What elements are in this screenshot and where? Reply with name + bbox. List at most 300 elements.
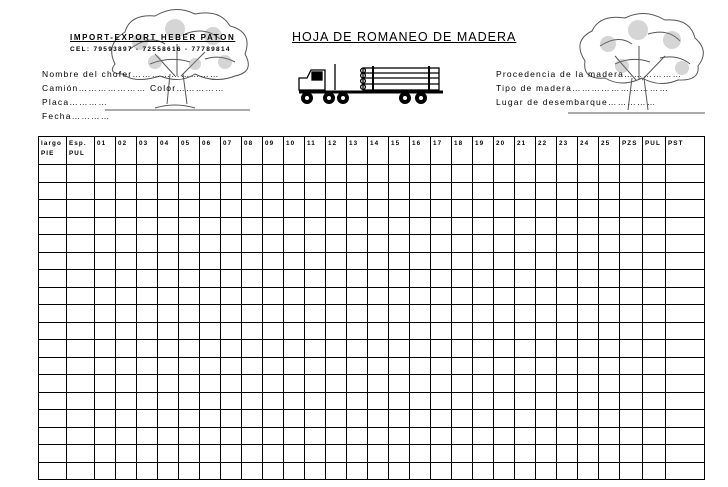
table-cell[interactable] — [557, 305, 578, 323]
table-cell[interactable] — [67, 427, 95, 445]
table-cell[interactable] — [284, 322, 305, 340]
table-cell[interactable] — [599, 445, 620, 463]
table-cell[interactable] — [158, 375, 179, 393]
table-cell[interactable] — [305, 410, 326, 428]
table-cell[interactable] — [116, 270, 137, 288]
table-cell[interactable] — [95, 305, 116, 323]
table-cell[interactable] — [578, 462, 599, 480]
table-cell[interactable] — [557, 165, 578, 183]
table-cell[interactable] — [137, 340, 158, 358]
table-cell[interactable] — [410, 287, 431, 305]
table-cell[interactable] — [368, 427, 389, 445]
table-cell[interactable] — [263, 235, 284, 253]
table-cell[interactable] — [666, 200, 705, 218]
table-cell[interactable] — [368, 235, 389, 253]
table-cell[interactable] — [452, 392, 473, 410]
table-cell[interactable] — [389, 200, 410, 218]
table-cell[interactable] — [666, 305, 705, 323]
table-cell[interactable] — [368, 165, 389, 183]
table-cell[interactable] — [305, 357, 326, 375]
table-cell[interactable] — [67, 305, 95, 323]
table-cell[interactable] — [137, 305, 158, 323]
table-cell[interactable] — [263, 445, 284, 463]
table-cell[interactable] — [599, 270, 620, 288]
table-cell[interactable] — [200, 340, 221, 358]
table-cell[interactable] — [95, 287, 116, 305]
table-cell[interactable] — [643, 182, 666, 200]
date-field[interactable]: Fecha………… — [42, 111, 111, 121]
table-cell[interactable] — [452, 305, 473, 323]
table-cell[interactable] — [242, 410, 263, 428]
truck-color-field[interactable]: Camión………………… Color…………… — [42, 83, 225, 93]
table-cell[interactable] — [410, 375, 431, 393]
table-cell[interactable] — [557, 217, 578, 235]
table-cell[interactable] — [158, 235, 179, 253]
table-cell[interactable] — [643, 392, 666, 410]
table-cell[interactable] — [410, 200, 431, 218]
table-cell[interactable] — [557, 287, 578, 305]
table-cell[interactable] — [536, 462, 557, 480]
table-cell[interactable] — [389, 252, 410, 270]
table-cell[interactable] — [221, 200, 242, 218]
table-cell[interactable] — [39, 252, 67, 270]
table-cell[interactable] — [452, 182, 473, 200]
table-cell[interactable] — [305, 287, 326, 305]
table-cell[interactable] — [494, 305, 515, 323]
table-cell[interactable] — [431, 165, 452, 183]
table-cell[interactable] — [620, 217, 643, 235]
table-cell[interactable] — [221, 340, 242, 358]
table-cell[interactable] — [221, 305, 242, 323]
table-cell[interactable] — [200, 270, 221, 288]
table-cell[interactable] — [242, 445, 263, 463]
table-cell[interactable] — [221, 322, 242, 340]
table-cell[interactable] — [67, 445, 95, 463]
table-cell[interactable] — [326, 235, 347, 253]
table-cell[interactable] — [347, 252, 368, 270]
table-cell[interactable] — [389, 182, 410, 200]
table-cell[interactable] — [620, 252, 643, 270]
table-cell[interactable] — [284, 270, 305, 288]
table-cell[interactable] — [473, 427, 494, 445]
table-cell[interactable] — [305, 217, 326, 235]
table-cell[interactable] — [116, 322, 137, 340]
table-cell[interactable] — [242, 357, 263, 375]
table-cell[interactable] — [179, 392, 200, 410]
table-cell[interactable] — [666, 427, 705, 445]
table-cell[interactable] — [284, 200, 305, 218]
table-cell[interactable] — [515, 322, 536, 340]
table-cell[interactable] — [452, 200, 473, 218]
table-cell[interactable] — [221, 392, 242, 410]
table-cell[interactable] — [137, 235, 158, 253]
table-cell[interactable] — [494, 445, 515, 463]
table-cell[interactable] — [368, 217, 389, 235]
table-cell[interactable] — [116, 287, 137, 305]
table-cell[interactable] — [179, 182, 200, 200]
table-cell[interactable] — [326, 305, 347, 323]
table-cell[interactable] — [67, 235, 95, 253]
table-cell[interactable] — [536, 392, 557, 410]
table-cell[interactable] — [389, 322, 410, 340]
table-cell[interactable] — [473, 182, 494, 200]
table-cell[interactable] — [578, 287, 599, 305]
table-cell[interactable] — [494, 270, 515, 288]
table-cell[interactable] — [284, 235, 305, 253]
table-cell[interactable] — [410, 445, 431, 463]
table-cell[interactable] — [158, 200, 179, 218]
table-cell[interactable] — [494, 287, 515, 305]
table-cell[interactable] — [473, 200, 494, 218]
table-cell[interactable] — [578, 340, 599, 358]
table-cell[interactable] — [620, 322, 643, 340]
table-cell[interactable] — [179, 340, 200, 358]
table-cell[interactable] — [200, 445, 221, 463]
table-cell[interactable] — [95, 270, 116, 288]
table-cell[interactable] — [620, 200, 643, 218]
table-cell[interactable] — [305, 182, 326, 200]
table-cell[interactable] — [326, 182, 347, 200]
table-cell[interactable] — [620, 305, 643, 323]
table-cell[interactable] — [95, 445, 116, 463]
table-cell[interactable] — [347, 165, 368, 183]
table-cell[interactable] — [39, 462, 67, 480]
table-cell[interactable] — [67, 375, 95, 393]
table-cell[interactable] — [643, 340, 666, 358]
table-cell[interactable] — [431, 462, 452, 480]
table-cell[interactable] — [221, 182, 242, 200]
table-cell[interactable] — [557, 200, 578, 218]
table-cell[interactable] — [116, 392, 137, 410]
table-cell[interactable] — [452, 235, 473, 253]
table-cell[interactable] — [137, 322, 158, 340]
table-cell[interactable] — [389, 217, 410, 235]
table-cell[interactable] — [578, 217, 599, 235]
table-cell[interactable] — [452, 165, 473, 183]
table-cell[interactable] — [221, 410, 242, 428]
table-cell[interactable] — [620, 392, 643, 410]
table-cell[interactable] — [39, 410, 67, 428]
table-cell[interactable] — [431, 322, 452, 340]
table-cell[interactable] — [515, 410, 536, 428]
table-cell[interactable] — [452, 322, 473, 340]
table-cell[interactable] — [67, 182, 95, 200]
table-cell[interactable] — [431, 200, 452, 218]
table-cell[interactable] — [347, 445, 368, 463]
table-cell[interactable] — [368, 357, 389, 375]
table-cell[interactable] — [116, 340, 137, 358]
table-cell[interactable] — [473, 322, 494, 340]
table-cell[interactable] — [578, 445, 599, 463]
table-cell[interactable] — [137, 270, 158, 288]
table-cell[interactable] — [666, 287, 705, 305]
table-cell[interactable] — [284, 427, 305, 445]
table-cell[interactable] — [137, 445, 158, 463]
table-cell[interactable] — [179, 305, 200, 323]
table-cell[interactable] — [578, 427, 599, 445]
table-cell[interactable] — [431, 375, 452, 393]
table-cell[interactable] — [666, 357, 705, 375]
table-cell[interactable] — [666, 375, 705, 393]
table-cell[interactable] — [389, 392, 410, 410]
table-cell[interactable] — [137, 287, 158, 305]
table-cell[interactable] — [39, 200, 67, 218]
table-cell[interactable] — [494, 235, 515, 253]
table-cell[interactable] — [221, 217, 242, 235]
table-cell[interactable] — [643, 357, 666, 375]
table-cell[interactable] — [368, 410, 389, 428]
table-cell[interactable] — [67, 200, 95, 218]
table-cell[interactable] — [242, 462, 263, 480]
table-cell[interactable] — [599, 252, 620, 270]
table-cell[interactable] — [410, 340, 431, 358]
table-cell[interactable] — [557, 252, 578, 270]
table-cell[interactable] — [599, 410, 620, 428]
table-cell[interactable] — [643, 287, 666, 305]
table-cell[interactable] — [620, 235, 643, 253]
table-cell[interactable] — [242, 322, 263, 340]
table-cell[interactable] — [599, 287, 620, 305]
table-cell[interactable] — [494, 427, 515, 445]
table-cell[interactable] — [452, 427, 473, 445]
table-cell[interactable] — [158, 357, 179, 375]
table-cell[interactable] — [67, 287, 95, 305]
table-cell[interactable] — [137, 252, 158, 270]
table-cell[interactable] — [666, 270, 705, 288]
table-cell[interactable] — [473, 445, 494, 463]
table-cell[interactable] — [179, 217, 200, 235]
table-cell[interactable] — [347, 270, 368, 288]
table-cell[interactable] — [221, 165, 242, 183]
table-cell[interactable] — [326, 445, 347, 463]
table-cell[interactable] — [326, 322, 347, 340]
table-cell[interactable] — [95, 462, 116, 480]
table-cell[interactable] — [347, 462, 368, 480]
table-cell[interactable] — [431, 235, 452, 253]
table-cell[interactable] — [536, 270, 557, 288]
table-cell[interactable] — [179, 270, 200, 288]
table-cell[interactable] — [200, 217, 221, 235]
table-cell[interactable] — [284, 305, 305, 323]
table-cell[interactable] — [39, 445, 67, 463]
table-cell[interactable] — [284, 357, 305, 375]
table-cell[interactable] — [431, 445, 452, 463]
table-cell[interactable] — [494, 410, 515, 428]
table-cell[interactable] — [557, 322, 578, 340]
table-cell[interactable] — [536, 200, 557, 218]
table-cell[interactable] — [599, 340, 620, 358]
table-cell[interactable] — [620, 182, 643, 200]
table-cell[interactable] — [643, 427, 666, 445]
table-cell[interactable] — [347, 357, 368, 375]
table-cell[interactable] — [515, 305, 536, 323]
table-cell[interactable] — [39, 287, 67, 305]
table-cell[interactable] — [410, 357, 431, 375]
table-cell[interactable] — [410, 252, 431, 270]
table-cell[interactable] — [67, 462, 95, 480]
table-cell[interactable] — [200, 427, 221, 445]
table-cell[interactable] — [200, 357, 221, 375]
table-cell[interactable] — [137, 200, 158, 218]
table-cell[interactable] — [515, 252, 536, 270]
table-cell[interactable] — [452, 287, 473, 305]
table-cell[interactable] — [347, 287, 368, 305]
table-cell[interactable] — [221, 235, 242, 253]
table-cell[interactable] — [221, 375, 242, 393]
table-cell[interactable] — [410, 165, 431, 183]
table-cell[interactable] — [494, 357, 515, 375]
table-cell[interactable] — [599, 235, 620, 253]
table-cell[interactable] — [158, 392, 179, 410]
table-cell[interactable] — [116, 252, 137, 270]
table-cell[interactable] — [263, 410, 284, 428]
table-cell[interactable] — [347, 340, 368, 358]
table-cell[interactable] — [39, 182, 67, 200]
table-cell[interactable] — [39, 427, 67, 445]
table-cell[interactable] — [494, 217, 515, 235]
table-cell[interactable] — [158, 287, 179, 305]
table-cell[interactable] — [431, 392, 452, 410]
table-cell[interactable] — [536, 235, 557, 253]
table-cell[interactable] — [536, 217, 557, 235]
table-cell[interactable] — [557, 270, 578, 288]
table-cell[interactable] — [494, 375, 515, 393]
table-cell[interactable] — [431, 357, 452, 375]
table-cell[interactable] — [515, 462, 536, 480]
table-cell[interactable] — [599, 427, 620, 445]
table-cell[interactable] — [536, 182, 557, 200]
table-cell[interactable] — [305, 375, 326, 393]
table-cell[interactable] — [221, 287, 242, 305]
table-cell[interactable] — [599, 357, 620, 375]
table-cell[interactable] — [389, 287, 410, 305]
table-cell[interactable] — [515, 217, 536, 235]
table-cell[interactable] — [158, 410, 179, 428]
table-cell[interactable] — [578, 200, 599, 218]
table-cell[interactable] — [158, 462, 179, 480]
table-cell[interactable] — [305, 392, 326, 410]
table-cell[interactable] — [242, 287, 263, 305]
table-cell[interactable] — [200, 410, 221, 428]
table-cell[interactable] — [200, 322, 221, 340]
table-cell[interactable] — [643, 200, 666, 218]
table-cell[interactable] — [643, 445, 666, 463]
table-cell[interactable] — [39, 217, 67, 235]
table-cell[interactable] — [347, 427, 368, 445]
table-cell[interactable] — [347, 217, 368, 235]
table-cell[interactable] — [137, 357, 158, 375]
table-cell[interactable] — [452, 340, 473, 358]
table-cell[interactable] — [410, 462, 431, 480]
table-cell[interactable] — [620, 357, 643, 375]
table-cell[interactable] — [389, 462, 410, 480]
table-cell[interactable] — [39, 305, 67, 323]
table-cell[interactable] — [643, 235, 666, 253]
table-cell[interactable] — [347, 375, 368, 393]
table-cell[interactable] — [410, 427, 431, 445]
table-cell[interactable] — [347, 305, 368, 323]
table-cell[interactable] — [284, 252, 305, 270]
table-cell[interactable] — [389, 270, 410, 288]
table-cell[interactable] — [599, 217, 620, 235]
table-cell[interactable] — [39, 165, 67, 183]
table-cell[interactable] — [116, 200, 137, 218]
table-cell[interactable] — [242, 375, 263, 393]
table-cell[interactable] — [347, 322, 368, 340]
table-cell[interactable] — [200, 182, 221, 200]
table-cell[interactable] — [116, 445, 137, 463]
table-cell[interactable] — [158, 305, 179, 323]
table-cell[interactable] — [347, 235, 368, 253]
driver-name-field[interactable]: Nombre del chofer……………………… — [42, 69, 220, 79]
table-cell[interactable] — [599, 322, 620, 340]
table-cell[interactable] — [599, 375, 620, 393]
table-cell[interactable] — [95, 182, 116, 200]
table-cell[interactable] — [515, 445, 536, 463]
table-cell[interactable] — [326, 270, 347, 288]
table-cell[interactable] — [326, 357, 347, 375]
table-cell[interactable] — [536, 340, 557, 358]
table-cell[interactable] — [515, 165, 536, 183]
table-cell[interactable] — [305, 340, 326, 358]
table-cell[interactable] — [599, 392, 620, 410]
table-cell[interactable] — [536, 305, 557, 323]
table-cell[interactable] — [158, 165, 179, 183]
table-cell[interactable] — [389, 305, 410, 323]
table-cell[interactable] — [410, 270, 431, 288]
table-cell[interactable] — [452, 252, 473, 270]
table-cell[interactable] — [494, 462, 515, 480]
table-cell[interactable] — [473, 287, 494, 305]
table-cell[interactable] — [431, 410, 452, 428]
table-cell[interactable] — [473, 165, 494, 183]
table-cell[interactable] — [666, 165, 705, 183]
table-cell[interactable] — [263, 427, 284, 445]
table-cell[interactable] — [137, 462, 158, 480]
table-cell[interactable] — [515, 270, 536, 288]
table-cell[interactable] — [410, 217, 431, 235]
table-cell[interactable] — [200, 252, 221, 270]
table-cell[interactable] — [515, 340, 536, 358]
table-cell[interactable] — [221, 462, 242, 480]
table-cell[interactable] — [242, 217, 263, 235]
table-cell[interactable] — [67, 217, 95, 235]
table-cell[interactable] — [137, 410, 158, 428]
table-cell[interactable] — [473, 357, 494, 375]
table-cell[interactable] — [284, 462, 305, 480]
table-cell[interactable] — [95, 322, 116, 340]
table-cell[interactable] — [643, 252, 666, 270]
table-cell[interactable] — [67, 357, 95, 375]
table-cell[interactable] — [515, 287, 536, 305]
table-cell[interactable] — [515, 375, 536, 393]
table-cell[interactable] — [473, 305, 494, 323]
table-cell[interactable] — [536, 252, 557, 270]
table-cell[interactable] — [368, 287, 389, 305]
table-cell[interactable] — [368, 445, 389, 463]
table-cell[interactable] — [473, 252, 494, 270]
table-cell[interactable] — [305, 322, 326, 340]
table-cell[interactable] — [666, 235, 705, 253]
table-cell[interactable] — [410, 182, 431, 200]
wood-type-field[interactable]: Tipo de madera………………………… — [496, 83, 670, 93]
table-cell[interactable] — [599, 305, 620, 323]
table-cell[interactable] — [578, 270, 599, 288]
table-cell[interactable] — [578, 357, 599, 375]
table-cell[interactable] — [200, 305, 221, 323]
table-cell[interactable] — [158, 322, 179, 340]
table-cell[interactable] — [620, 375, 643, 393]
